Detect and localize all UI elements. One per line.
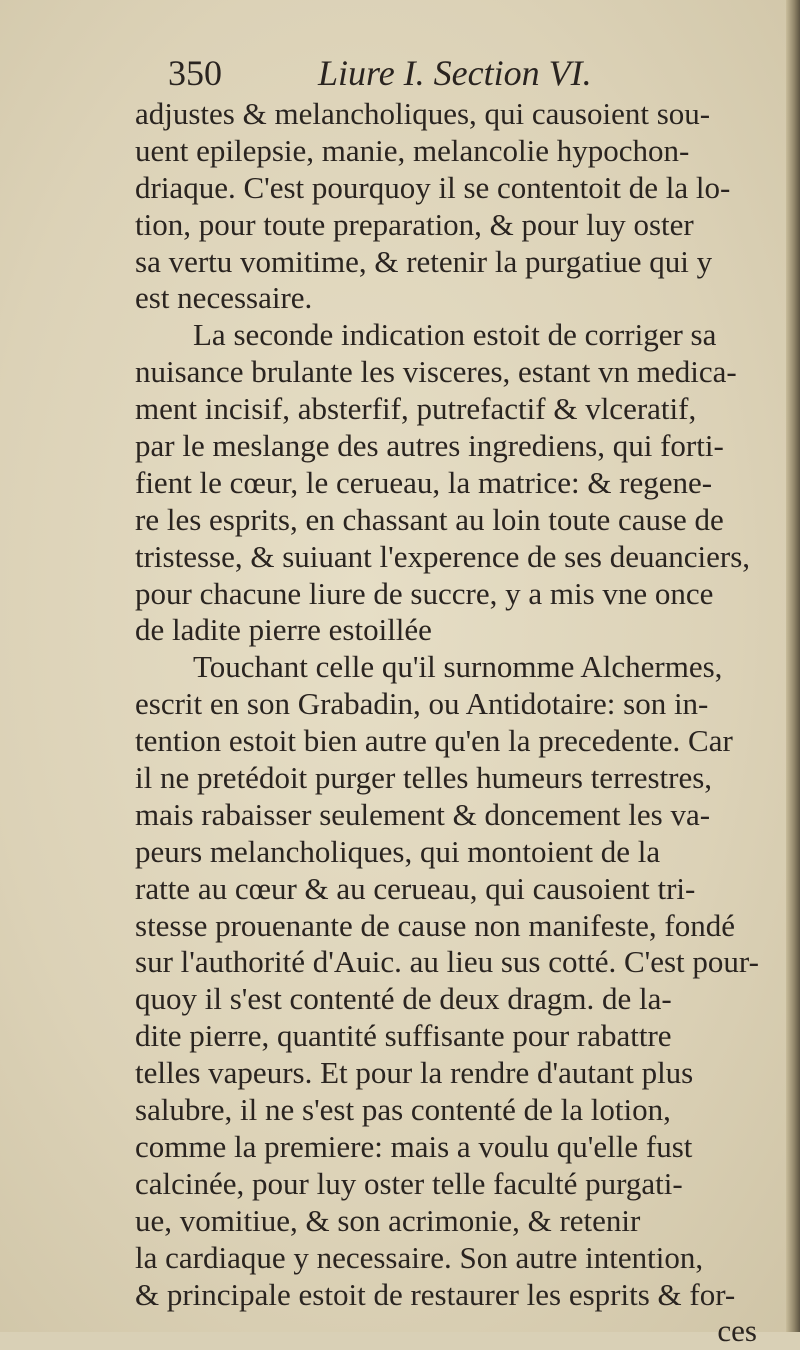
page-header [168, 52, 728, 96]
text-line: la cardiaque y necessaire. Son autre intention, [135, 1239, 704, 1275]
text-line: il ne pretédoit purger telles humeurs terrestres, [135, 760, 713, 796]
text-line: stesse prouenante de cause non manifeste, fondé [135, 907, 735, 943]
text-line: mais rabaisser seulement & doncement les va- [135, 796, 711, 832]
text-line: tion, pour toute preparation, & pour luy oster [135, 206, 694, 242]
text-line: pour chacune liure de succre, y a mis vne once [135, 575, 714, 611]
text-line: uent epilepsie, manie, melancolie hypochon- [135, 132, 690, 168]
text-line: par le meslange des autres ingrediens, qui forti- [135, 428, 724, 464]
text-line: ratte au cœur & au cerueau, qui causoient tri- [135, 870, 696, 906]
text-line: salubre, il ne s'est pas contenté de la lotion, [135, 1092, 671, 1128]
text-line: est necessaire. [135, 280, 313, 316]
text-line: La seconde indication estoit de corriger sa [193, 317, 717, 353]
text-line: Touchant celle qu'il surnomme Alchermes, [193, 649, 723, 685]
text-line: adjustes & melancholiques, qui causoient sou- [135, 96, 711, 131]
text-line: ces [717, 1313, 757, 1349]
running-title: Liure I. Section VI. [318, 53, 592, 93]
text-line: driaque. C'est pourquoy il se contentoit de la lo- [135, 169, 731, 205]
text-body [135, 96, 765, 1350]
text-line: dite pierre, quantité suffisante pour rabattre [135, 1018, 672, 1054]
text-line: ue, vomitiue, & son acrimonie, & retenir [135, 1202, 641, 1238]
text-line: quoy il s'est contenté de deux dragm. de la- [135, 981, 672, 1017]
text-line: sa vertu vomitime, & retenir la purgatiue qui y [135, 243, 713, 279]
text-line: & principale estoit de restaurer les esprits & for- [135, 1276, 736, 1312]
page-number: 350 [168, 53, 222, 93]
text-line: tristesse, & suiuant l'experence de ses deuanciers, [135, 538, 751, 574]
text-line: comme la premiere: mais a voulu qu'elle fust [135, 1128, 693, 1164]
text-line: nuisance brulante les visceres, estant vn medica- [135, 354, 737, 390]
text-line: sur l'authorité d'Auic. au lieu sus cotté. C'est pour- [135, 944, 759, 980]
text-line: escrit en son Grabadin, ou Antidotaire: son in- [135, 686, 709, 722]
text-line: telles vapeurs. Et pour la rendre d'autant plus [135, 1055, 694, 1091]
text-line: de ladite pierre estoillée [135, 612, 432, 648]
text-line: tention estoit bien autre qu'en la precedente. Car [135, 723, 733, 759]
text-line: fient le cœur, le cerueau, la matrice: & regene- [135, 464, 713, 500]
text-line: calcinée, pour luy oster telle faculté purgati- [135, 1165, 683, 1201]
text-line: ment incisif, absterfif, putrefactif & vlceratif, [135, 391, 697, 427]
text-line: re les esprits, en chassant au loin toute cause de [135, 501, 724, 537]
text-line: peurs melancholiques, qui montoient de la [135, 833, 661, 869]
page-edge-shadow [786, 0, 800, 1332]
